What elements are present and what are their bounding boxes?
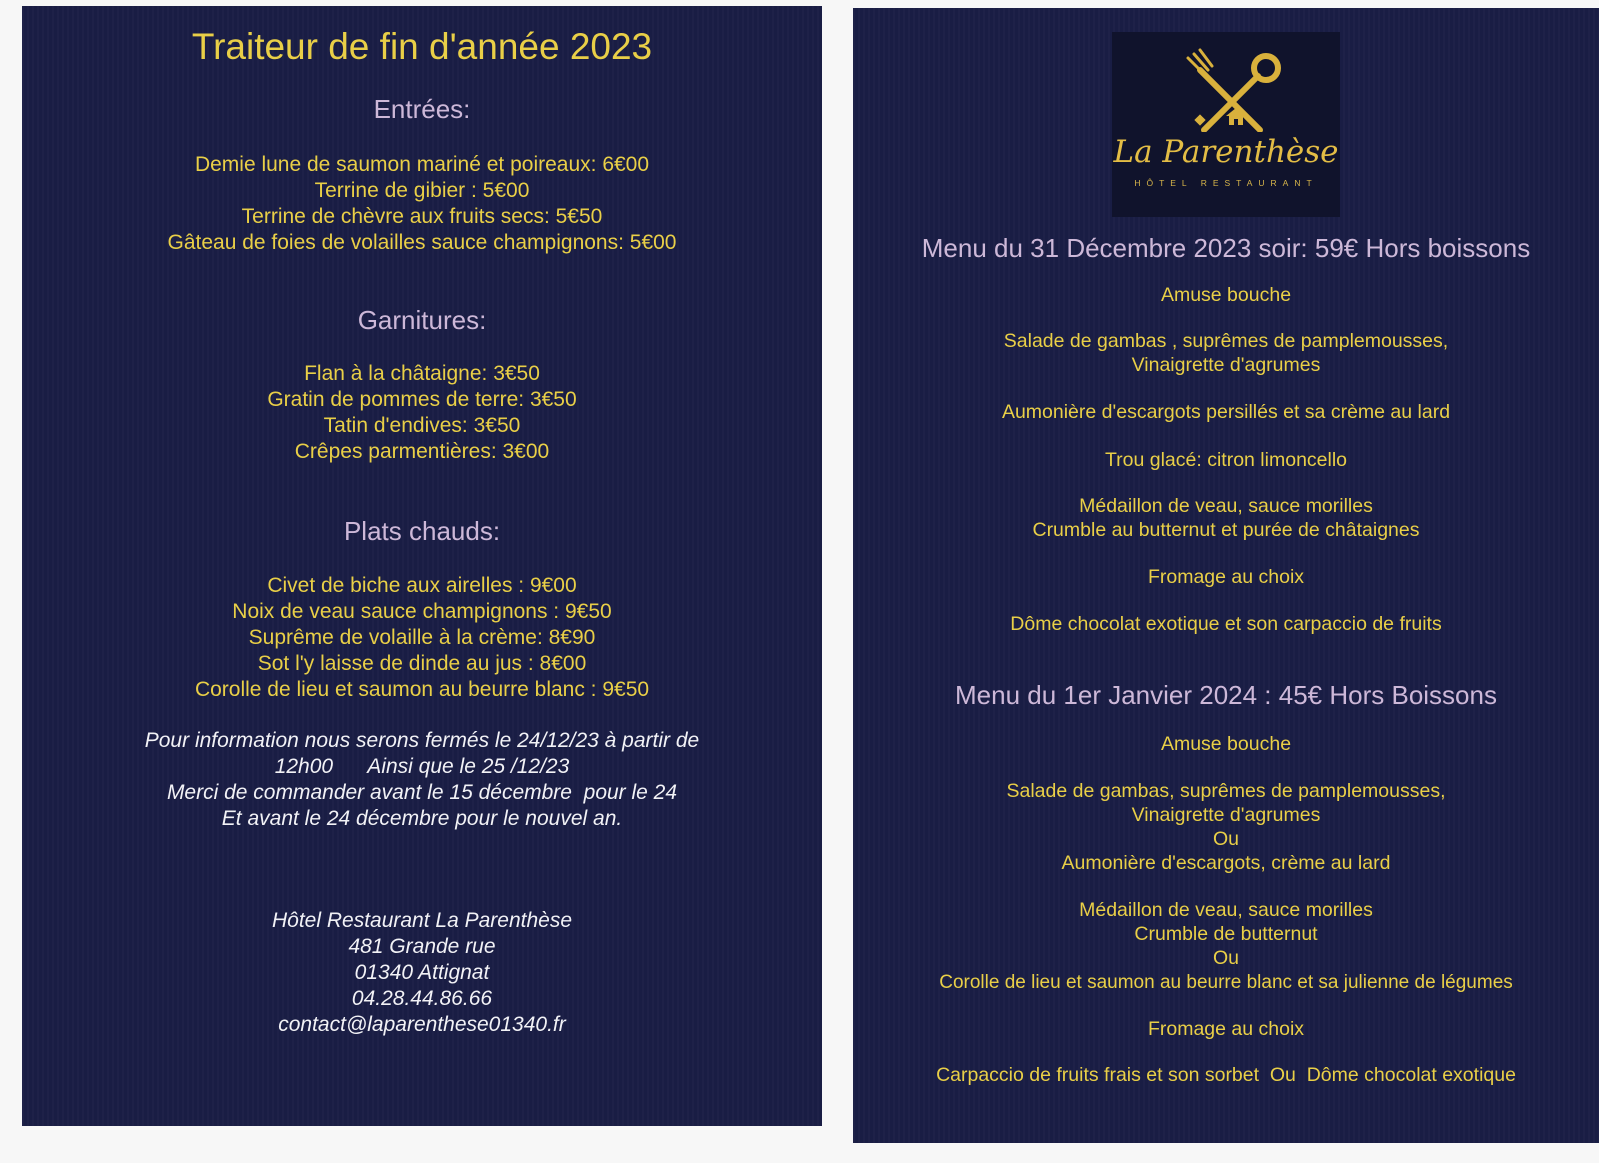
contact-name: Hôtel Restaurant La Parenthèse [271, 909, 573, 932]
menu-flyer [853, 8, 1599, 1143]
contact-phone: 04.28.44.86.66 [351, 987, 493, 1010]
list-item: Gratin de pommes de terre: 3€50 [267, 388, 577, 411]
crossed-fork-and-key-icon [1112, 32, 1340, 132]
menu-1er-heading: Menu du 1er Janvier 2024 : 45€ Hors Boissons [955, 680, 1497, 710]
list-item: Terrine de chèvre aux fruits secs: 5€50 [241, 205, 603, 228]
logo-name: La Parenthèse [1113, 134, 1339, 170]
list-item: Crumble de butternut [1134, 923, 1318, 945]
logo [1112, 32, 1340, 217]
list-item: Amuse bouche [1160, 284, 1292, 306]
info-line: Merci de commander avant le 15 décembre pour le 24 [166, 781, 678, 804]
logo-subtitle: HÔTEL RESTAURANT [1134, 178, 1318, 188]
list-item: Ou [1212, 828, 1239, 850]
list-item: Salade de gambas , suprêmes de pamplemousses, [1003, 330, 1449, 352]
list-item: Médaillon de veau, sauce morilles [1079, 495, 1373, 517]
menu-31-heading: Menu du 31 Décembre 2023 soir: 59€ Hors boissons [921, 233, 1531, 263]
list-item: Sot l'y laisse de dinde au jus : 8€00 [257, 652, 587, 675]
entrees-heading: Entrées: [373, 94, 471, 124]
list-item: Dôme chocolat exotique et son carpaccio de fruits [1010, 613, 1442, 635]
info-line: Et avant le 24 décembre pour le nouvel an. [221, 807, 623, 830]
contact-email: contact@laparenthese01340.fr [278, 1013, 566, 1036]
list-item: Flan à la châtaigne: 3€50 [304, 362, 540, 385]
contact-street: 481 Grande rue [348, 935, 496, 958]
list-item: Tatin d'endives: 3€50 [323, 414, 521, 437]
contact-city: 01340 Attignat [354, 961, 490, 984]
list-item: Vinaigrette d'agrumes [1131, 804, 1321, 826]
traiteur-flyer [22, 6, 822, 1126]
list-item: Trou glacé: citron limoncello [1104, 449, 1348, 471]
list-item: Corolle de lieu et saumon au beurre blanc : 9€50 [194, 678, 650, 701]
info-line: 12h00 Ainsi que le 25 /12/23 [274, 755, 570, 778]
list-item: Demie lune de saumon mariné et poireaux: 6€00 [194, 153, 650, 176]
list-item: Fromage au choix [1147, 1018, 1305, 1040]
list-item: Ou [1212, 947, 1239, 969]
list-item: Aumonière d'escargots persillés et sa crème au lard [1001, 401, 1451, 423]
list-item: Aumonière d'escargots, crème au lard [1061, 852, 1391, 874]
list-item: Suprême de volaille à la crème: 8€90 [248, 626, 596, 649]
list-item: Crumble au butternut et purée de châtaignes [1032, 519, 1420, 541]
list-item: Crêpes parmentières: 3€00 [294, 440, 550, 463]
list-item: Médaillon de veau, sauce morilles [1079, 899, 1373, 921]
list-item: Carpaccio de fruits frais et son sorbet Ou Dôme chocolat exotique [936, 1064, 1516, 1086]
info-line: Pour information nous serons fermés le 24/12/23 à partir de [144, 729, 700, 752]
list-item: Vinaigrette d'agrumes [1131, 354, 1321, 376]
list-item: Terrine de gibier : 5€00 [314, 179, 530, 202]
list-item: Corolle de lieu et saumon au beurre blanc et sa julienne de légumes [939, 972, 1513, 993]
plats-heading: Plats chauds: [343, 516, 501, 546]
flyer-title: Traiteur de fin d'année 2023 [191, 26, 653, 67]
list-item: Fromage au choix [1147, 566, 1305, 588]
list-item: Civet de biche aux airelles : 9€00 [267, 574, 577, 597]
list-item: Gâteau de foies de volailles sauce champignons: 5€00 [167, 231, 677, 254]
list-item: Noix de veau sauce champignons : 9€50 [232, 600, 612, 623]
list-item: Salade de gambas, suprêmes de pamplemousses, [1006, 780, 1446, 802]
garnitures-heading: Garnitures: [357, 305, 487, 335]
list-item: Amuse bouche [1160, 733, 1292, 755]
